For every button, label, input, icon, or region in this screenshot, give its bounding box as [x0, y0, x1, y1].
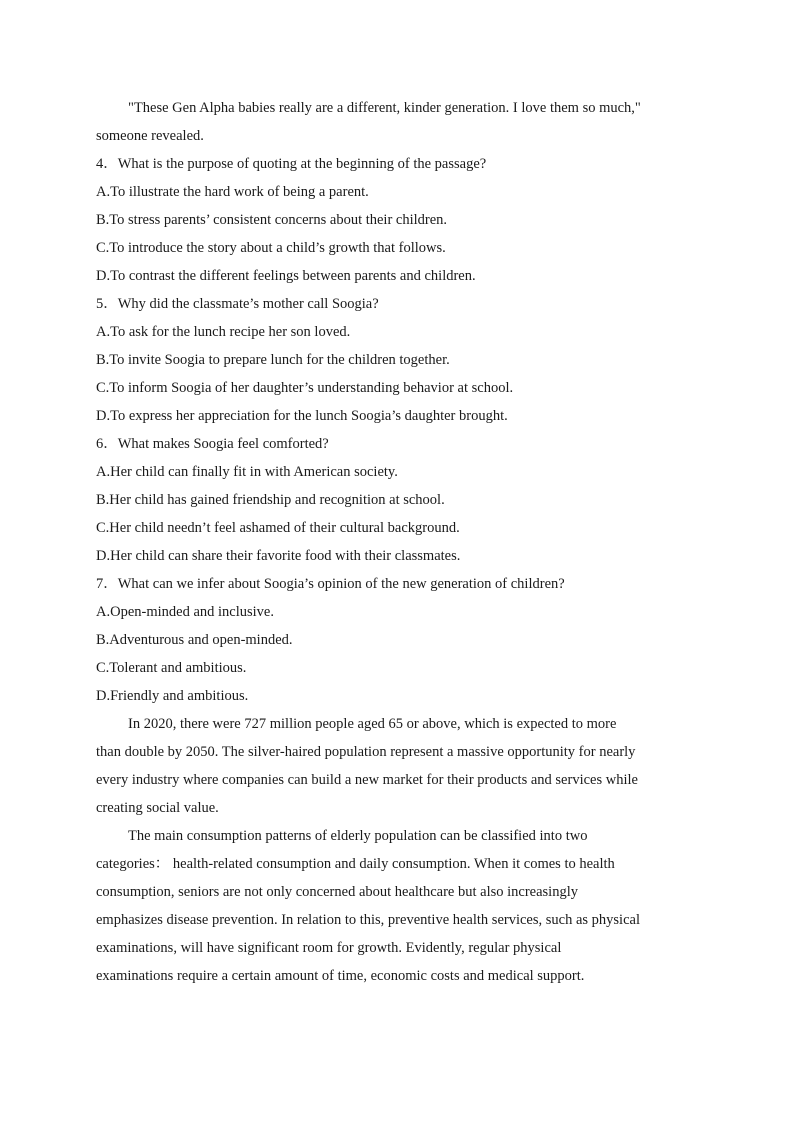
answer-option: B.To stress parents’ consistent concerns about their children.	[96, 212, 448, 228]
question-stem: 7．What can we infer about Soogia’s opinion of the new generation of children?	[96, 576, 565, 592]
passage-paragraph-line: creating social value.	[96, 800, 219, 816]
answer-option: C.Tolerant and ambitious.	[96, 660, 247, 676]
answer-option: A.Open-minded and inclusive.	[96, 604, 274, 620]
page-content	[96, 94, 696, 990]
answer-option: D.Her child can share their favorite food with their classmates.	[96, 548, 461, 564]
question-stem: 5．Why did the classmate’s mother call Soogia?	[96, 296, 379, 312]
answer-option: C.Her child needn’t feel ashamed of their cultural background.	[96, 520, 460, 536]
question-stem: 4．What is the purpose of quoting at the beginning of the passage?	[96, 156, 487, 172]
answer-option: B.To invite Soogia to prepare lunch for the children together.	[96, 352, 450, 368]
answer-option: D.To express her appreciation for the lunch Soogia’s daughter brought.	[96, 408, 508, 424]
answer-option: A.To illustrate the hard work of being a parent.	[96, 184, 369, 200]
answer-option: A.To ask for the lunch recipe her son loved.	[96, 324, 351, 340]
passage-paragraph-line: categories： health-related consumption and daily consumption. When it comes to health	[96, 856, 615, 872]
answer-option: A.Her child can finally fit in with American society.	[96, 464, 398, 480]
answer-option: C.To introduce the story about a child’s growth that follows.	[96, 240, 446, 256]
answer-option: D.Friendly and ambitious.	[96, 688, 249, 704]
passage-paragraph-line: examinations require a certain amount of time, economic costs and medical support.	[96, 968, 585, 984]
answer-option: B.Her child has gained friendship and recognition at school.	[96, 492, 445, 508]
passage-paragraph-line: consumption, seniors are not only concerned about healthcare but also increasingly	[96, 884, 578, 900]
answer-option: B.Adventurous and open-minded.	[96, 632, 293, 648]
answer-option: D.To contrast the different feelings between parents and children.	[96, 268, 476, 284]
passage-paragraph-line: than double by 2050. The silver-haired population represent a massive opportunity for nearly	[96, 744, 636, 760]
passage-paragraph-line: The main consumption patterns of elderly population can be classified into two	[128, 828, 588, 844]
passage-quote-line: "These Gen Alpha babies really are a different, kinder generation. I love them so much,"	[128, 100, 641, 116]
passage-paragraph-line: examinations, will have significant room for growth. Evidently, regular physical	[96, 940, 562, 956]
passage-paragraph-line: emphasizes disease prevention. In relation to this, preventive health services, such as physical	[96, 912, 640, 928]
passage-quote-line: someone revealed.	[96, 128, 204, 144]
passage-paragraph-line: every industry where companies can build a new market for their products and services while	[96, 772, 638, 788]
answer-option: C.To inform Soogia of her daughter’s understanding behavior at school.	[96, 380, 514, 396]
passage-paragraph-line: In 2020, there were 727 million people aged 65 or above, which is expected to more	[128, 716, 617, 732]
question-stem: 6．What makes Soogia feel comforted?	[96, 436, 329, 452]
